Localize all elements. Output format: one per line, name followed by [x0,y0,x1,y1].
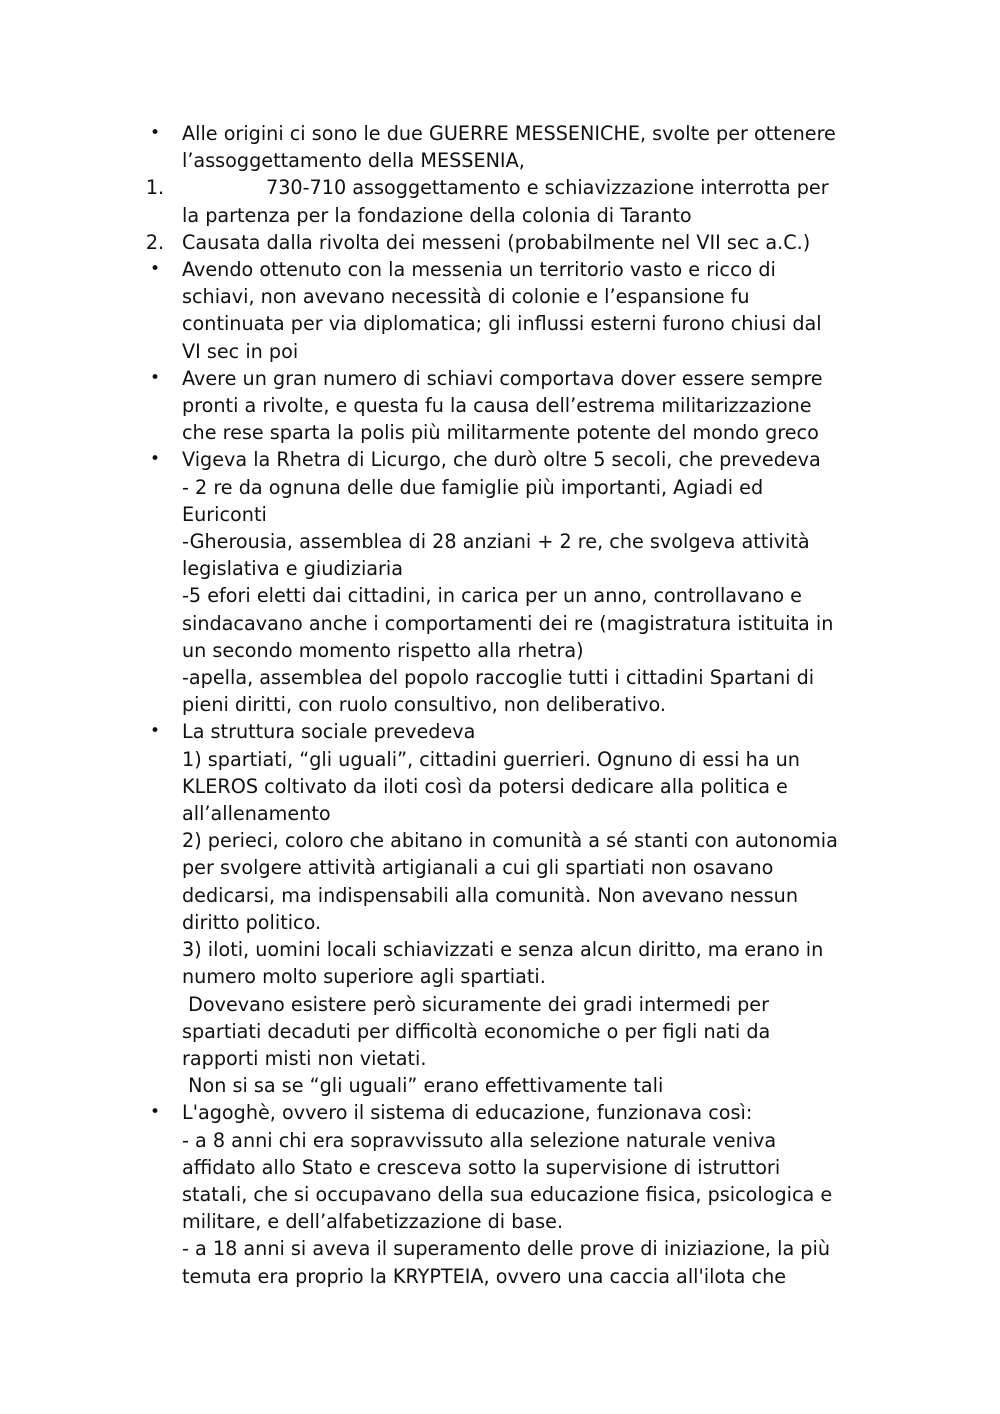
text-line: all’allenamento [182,802,331,826]
text-line: per svolgere attività artigianali a cui gli spartiati non osavano [182,856,774,880]
list-item-text [182,1099,883,1289]
bullet-marker: • [149,1102,161,1123]
text-line: Non si sa se “gli uguali” erano effettivamente tali [182,1074,664,1098]
text-line: -5 efori eletti dai cittadini, in carica per un anno, controllavano e [182,584,802,608]
text-line: spartiati decaduti per difficoltà economiche o per figli nati da [182,1019,771,1043]
text-line: - 2 re da ognuna delle due famiglie più importanti, Agiadi ed [182,475,764,499]
list-item [143,256,883,365]
text-line: continuata per via diplomatica; gli influssi esterni furono chiusi dal [182,312,822,336]
bullet-marker: • [149,123,161,143]
bullet-marker: • [149,367,161,388]
list-item [143,120,883,174]
text-line: statali, che si occupavano della sua educazione fisica, psicologica e [182,1182,833,1206]
list-item-text [182,174,883,228]
text-line: -apella, assemblea del popolo raccoglie tutti i cittadini Spartani di [182,666,815,690]
list-item-text [182,718,883,1099]
number-marker: 1. [145,176,165,200]
text-line: numero molto superiore agli spartiati. [182,965,546,989]
text-line: L'agoghè, ovvero il sistema di educazione, funzionava così: [182,1101,753,1125]
list-item-text [182,120,883,174]
text-line: affidato allo Stato e cresceva sotto la supervisione di istruttori [182,1155,781,1179]
bullet-marker: • [149,259,161,280]
bullet-marker: • [149,721,161,742]
text-line: militare, e dell’alfabetizzazione di base. [182,1210,564,1234]
text-line: dedicarsi, ma indispensabili alla comunità. Non avevano nessun [182,883,798,907]
text-line: Dovevano esistere però sicuramente dei gradi intermedi per [182,992,769,1016]
text-line: KLEROS coltivato da iloti così da potersi dedicare alla politica e [182,774,788,798]
text-line: - a 8 anni chi era sopravvissuto alla selezione naturale veniva [182,1128,777,1152]
text-line: pronti a rivolte, e questa fu la causa dell’estrema militarizzazione [182,394,812,418]
text-line: legislativa e giudiziaria [182,557,404,581]
number-marker: 2. [145,230,165,254]
list-item [143,446,883,718]
text-line: 730-710 assoggettamento e schiavizzazione interrotta per [266,176,829,200]
text-line: la partenza per la fondazione della colonia di Taranto [182,203,692,227]
text-line: La struttura sociale prevedeva [182,720,476,744]
text-line: 2) perieci, coloro che abitano in comunità a sé stanti con autonomia [182,829,838,853]
text-line: un secondo momento rispetto alla rhetra) [182,638,584,662]
text-line: temuta era proprio la KRYPTEIA, ovvero una caccia all'ilota che [182,1264,787,1288]
document-body [143,120,883,1290]
list-item-text [182,229,883,256]
list-item-text [182,446,883,718]
text-line: Causata dalla rivolta dei messeni (probabilmente nel VII sec a.C.) [182,230,811,254]
list-item-text [182,365,883,447]
text-line: rapporti misti non vietati. [182,1046,427,1070]
text-line: Avere un gran numero di schiavi comportava dover essere sempre [182,366,823,390]
text-line: Alle origini ci sono le due GUERRE MESSENICHE, svolte per ottenere [182,122,836,145]
text-line: Euriconti [182,502,267,526]
text-line: 3) iloti, uomini locali schiavizzati e senza alcun diritto, ma erano in [182,938,824,962]
text-line: schiavi, non avevano necessità di colonie e l’espansione fu [182,285,750,309]
text-line: -Gherousia, assemblea di 28 anziani + 2 re, che svolgeva attività [182,530,810,554]
list-item [143,718,883,1099]
text-line: Avendo ottenuto con la messenia un territorio vasto e ricco di [182,258,776,282]
numbered-item [143,174,883,228]
list-item [143,365,883,447]
bullet-marker: • [149,449,161,470]
list-item-text [182,256,883,365]
numbered-item [143,229,883,256]
text-line: Vigeva la Rhetra di Licurgo, che durò oltre 5 secoli, che prevedeva [182,448,821,472]
text-line: che rese sparta la polis più militarmente potente del mondo greco [182,421,819,445]
text-line: sindacavano anche i comportamenti dei re (magistratura istituita in [182,611,834,635]
text-line: pieni diritti, con ruolo consultivo, non deliberativo. [182,693,666,717]
text-line: - a 18 anni si aveva il superamento delle prove di iniziazione, la più [182,1237,830,1261]
text-line: VI sec in poi [182,339,299,363]
list-item [143,1099,883,1289]
text-line: diritto politico. [182,910,322,934]
text-line: l’assoggettamento della MESSENIA, [182,149,525,173]
text-line: 1) spartiati, “gli uguali”, cittadini guerrieri. Ognuno di essi ha un [182,747,800,771]
